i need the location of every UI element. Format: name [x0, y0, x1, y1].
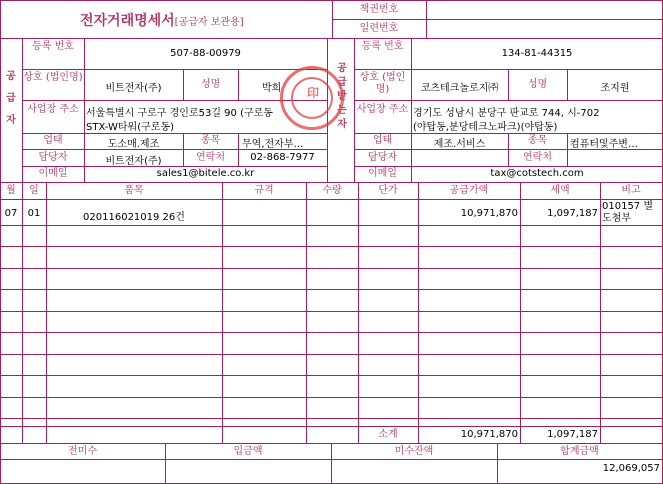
- table-row-month: 07: [4, 208, 18, 219]
- document-subtitle: [공급자 보관용]: [174, 17, 244, 28]
- supplier-side-label: 공 급 자: [6, 71, 16, 126]
- subtotal-supply: 10,971,870: [460, 429, 518, 440]
- table-row-tax: 1,097,187: [547, 208, 598, 219]
- supplier-name-label: 성명: [200, 79, 221, 90]
- receiver-company-label: 상호 (법인명): [359, 72, 406, 95]
- row-line: [0, 397, 663, 398]
- receiver-company: 코츠테크놀로지㈜: [420, 83, 499, 94]
- col-header-qty: 수량: [322, 185, 342, 196]
- row-line: [0, 426, 663, 427]
- supplier-address-line2: STX-W타워(구로동): [86, 122, 175, 133]
- supplier-email[interactable]: sales1@bitele.co.kr: [156, 168, 255, 179]
- col-header-supply: 공급가액: [449, 185, 489, 196]
- supplier-address-line1: 서울특별시 구로구 경인로53길 90 (구로동: [86, 108, 273, 119]
- col-line: [418, 182, 419, 443]
- row-line: [0, 225, 663, 226]
- col-header-spec: 규격: [254, 185, 274, 196]
- company-seal-stamp: 印: [280, 66, 344, 130]
- book-number-label: 책권번호: [359, 4, 399, 15]
- col-line: [567, 133, 568, 166]
- table-row-note: 010157 별 도첨부: [602, 201, 654, 224]
- supplier-address-label: 사업장 주소: [27, 104, 79, 115]
- header-bottom: [0, 38, 663, 39]
- row-line: [22, 69, 327, 70]
- col-line: [222, 182, 223, 443]
- unpaid-balance-label: 미수잔액: [394, 446, 434, 457]
- col-header-unit-price: 단가: [378, 185, 398, 196]
- receiver-business-item: 컴퓨터및주변…: [570, 139, 638, 150]
- col-line: [306, 182, 307, 443]
- receiver-ceo-name: 조지원: [600, 83, 630, 94]
- supplier-business-type-label: 업태: [43, 135, 63, 146]
- supplier-ceo-name: 박희: [262, 83, 282, 94]
- header-divider: [332, 19, 663, 20]
- previous-balance-label: 전미수: [68, 446, 97, 457]
- receiver-reg-no-label: 등록 번호: [361, 41, 404, 52]
- receiver-address-line1: 경기도 성남시 분당구 판교로 744, 시-702: [413, 108, 600, 119]
- receiver-name-label: 성명: [527, 79, 548, 90]
- row-line: [354, 166, 663, 167]
- col-line: [358, 182, 359, 443]
- table-row-supply: 10,971,870: [460, 208, 518, 219]
- table-row-item: 020116021019 26건: [83, 212, 185, 223]
- receiver-manager-label: 담당자: [368, 152, 397, 163]
- supplier-manager: 비트전자(주): [105, 156, 162, 167]
- col-header-item: 품목: [124, 185, 144, 196]
- col-line: [411, 38, 412, 182]
- receiver-address-label: 사업장 주소: [356, 104, 409, 115]
- col-header-tax: 세액: [550, 185, 570, 196]
- col-line: [238, 69, 239, 100]
- supplier-company-label: 상호 (법인명): [23, 72, 83, 83]
- row-line: [0, 311, 663, 312]
- row-line: [0, 332, 663, 333]
- supplier-reg-no-label: 등록 번호: [32, 41, 74, 52]
- row-line: [0, 182, 663, 183]
- receiver-business-type-label: 업태: [372, 135, 393, 146]
- total-value: 12,069,057: [602, 463, 660, 474]
- col-header-month: 월: [6, 185, 16, 196]
- border-left: [0, 0, 1, 484]
- row-line: [0, 289, 663, 290]
- receiver-contact-label: 연락처: [523, 152, 552, 163]
- row-line: [0, 418, 663, 419]
- receiver-reg-no: 134-81-44315: [501, 48, 573, 59]
- supplier-business-item: 무역,전자부…: [242, 139, 304, 150]
- receiver-side-label: 공 급 받 는 자: [337, 63, 347, 130]
- receiver-email-label: 이메일: [368, 168, 397, 179]
- subtotal-tax: 1,097,187: [547, 429, 598, 440]
- row-line: [0, 354, 663, 355]
- document-title: 전자거래명세서: [80, 13, 175, 29]
- table-row-day: 01: [27, 208, 41, 219]
- supplier-email-label: 이메일: [38, 168, 68, 179]
- col-header-day: 일: [29, 185, 39, 196]
- subtotal-label: 소계: [378, 429, 398, 440]
- supplier-contact: 02-868-7977: [250, 152, 315, 163]
- serial-number-label: 일련번호: [359, 23, 399, 34]
- receiver-email[interactable]: tax@cotstech.com: [490, 168, 584, 179]
- deposit-label: 입금액: [233, 446, 263, 457]
- row-line: [0, 375, 663, 376]
- col-header-note: 비고: [621, 185, 641, 196]
- supplier-contact-label: 연락처: [196, 152, 225, 163]
- row-line: [0, 199, 663, 200]
- supplier-business-type: 도소매.제조: [107, 139, 160, 150]
- row-line: [0, 246, 663, 247]
- col-line: [22, 182, 23, 443]
- supplier-company: 비트전자(주): [105, 83, 162, 94]
- receiver-business-item-label: 종목: [527, 135, 548, 146]
- row-line: [0, 268, 663, 269]
- row-line: [354, 100, 663, 101]
- supplier-manager-label: 담당자: [38, 152, 68, 163]
- col-line: [520, 182, 521, 443]
- total-label: 합계금액: [560, 446, 599, 457]
- supplier-business-item-label: 종목: [200, 135, 221, 146]
- supplier-reg-no: 507-88-00979: [170, 48, 241, 59]
- col-line: [600, 182, 601, 443]
- receiver-business-type: 제조.서비스: [433, 139, 486, 150]
- page-title: [80, 10, 320, 30]
- receiver-address-line2: (야탑동,분당테크노파크)(야탑동): [413, 122, 558, 133]
- row-line: [22, 133, 327, 134]
